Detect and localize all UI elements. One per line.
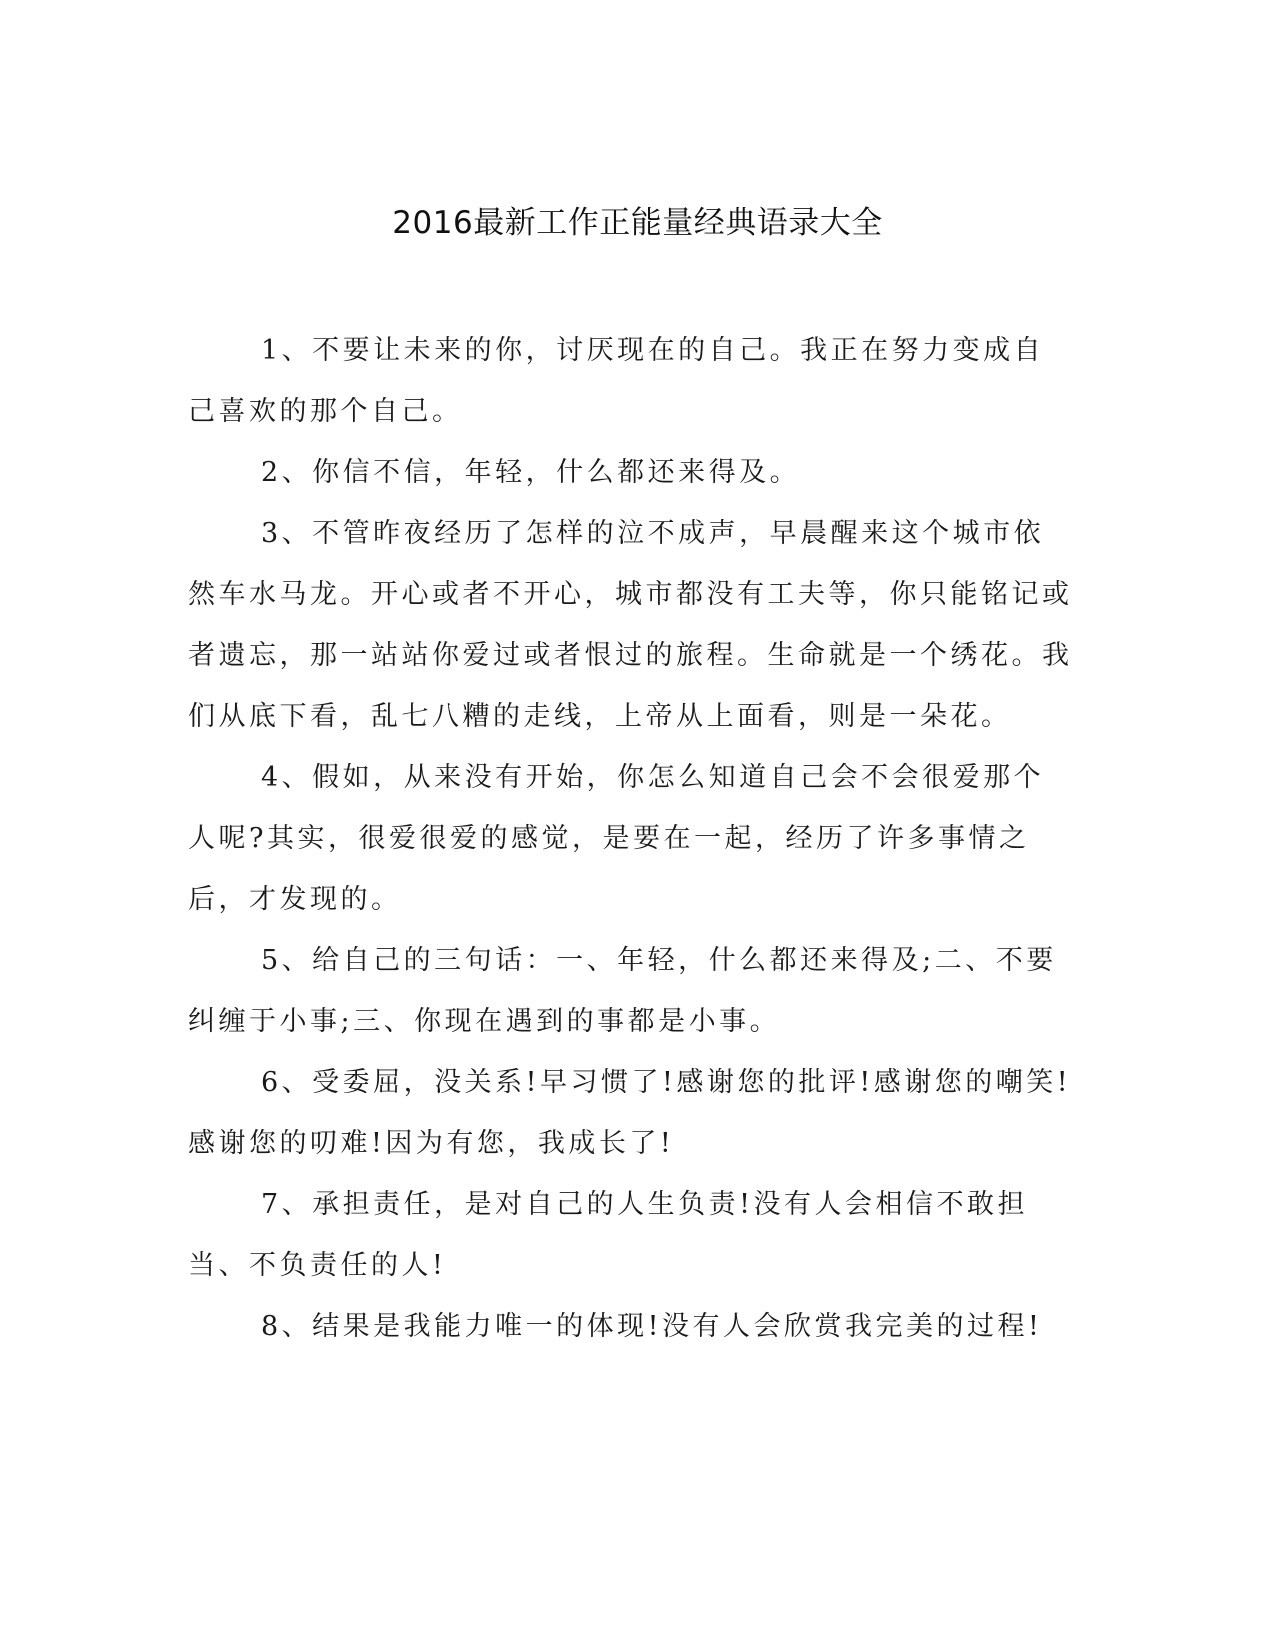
quote-paragraph-6: 6、受委屈，没关系!早习惯了!感谢您的批评!感谢您的嘲笑!感谢您的叨难!因为有您，我成长了! bbox=[188, 1067, 1072, 1159]
quote-paragraph-5: 5、给自己的三句话：一、年轻，什么都还来得及;二、不要纠缠于小事;三、你现在遇到的事都是小事。 bbox=[188, 945, 1057, 1037]
quote-paragraph-7: 7、承担责任，是对自己的人生负责!没有人会相信不敢担当、不负责任的人! bbox=[188, 1189, 1029, 1281]
quote-paragraph-3: 3、不管昨夜经历了怎样的泣不成声，早晨醒来这个城市依然车水马龙。开心或者不开心，城市都没有工夫等，你只能铭记或者遗忘，那一站站你爱过或者恨过的旅程。生命就是一个绣花。我们从底下看，乱七八糟的走线，上帝从上面看，则是一朵花。 bbox=[188, 518, 1073, 732]
quote-paragraph-2: 2、你信不信，年轻，什么都还来得及。 bbox=[261, 457, 801, 488]
quote-paragraph-4: 4、假如，从来没有开始，你怎么知道自己会不会很爱那个人呢?其实，很爱很爱的感觉，是要在一起，经历了许多事情之后，才发现的。 bbox=[188, 762, 1045, 915]
document-body bbox=[188, 320, 1073, 1357]
quote-paragraph-1: 1、不要让未来的你，讨厌现在的自己。我正在努力变成自己喜欢的那个自己。 bbox=[188, 335, 1045, 427]
document-title: 2016最新工作正能量经典语录大全 bbox=[392, 205, 883, 241]
quote-paragraph-8: 8、结果是我能力唯一的体现!没有人会欣赏我完美的过程! bbox=[261, 1311, 1043, 1342]
